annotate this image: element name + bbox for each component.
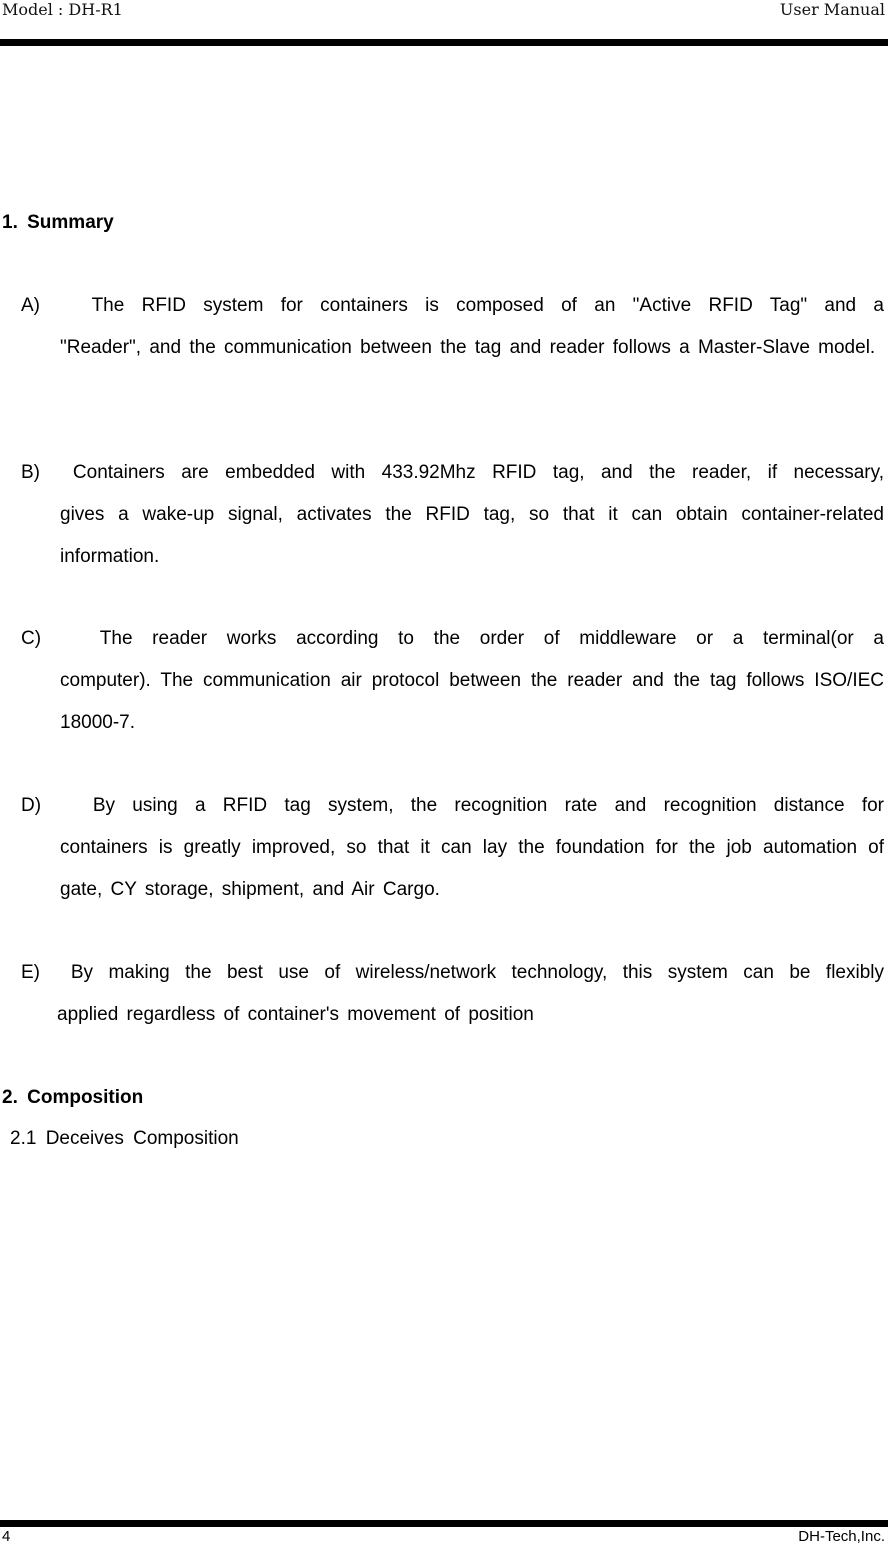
- summary-heading: 1. Summary: [2, 212, 114, 233]
- item-label: B): [21, 462, 40, 483]
- composition-heading: 2. Composition: [2, 1087, 144, 1108]
- summary-item-b: [21, 452, 884, 578]
- item-first-line: The RFID system for containers is composed of an "Active RFID Tag" and a: [91, 295, 884, 316]
- footer-rule: [0, 1520, 888, 1527]
- item-first-line: Containers are embedded with 433.92Mhz RFID tag, and the reader, if necessary,: [72, 462, 885, 483]
- item-label: D): [21, 795, 42, 816]
- header-doc-type: User Manual: [779, 0, 885, 19]
- item-label: C): [21, 628, 42, 649]
- composition-subheading: 2.1 Deceives Composition: [10, 1128, 239, 1149]
- summary-item-d: [21, 785, 884, 911]
- item-label: E): [21, 962, 40, 983]
- item-continuation: "Reader", and the communication between the tag and reader follows a Master-Slave model.: [60, 337, 876, 358]
- summary-item-e: [21, 952, 884, 1036]
- item-first-line: By making the best use of wireless/network technology, this system can be flexibly: [70, 962, 884, 983]
- footer-company: DH-Tech,Inc.: [798, 1528, 885, 1545]
- summary-item-a: [21, 285, 884, 369]
- item-continuation: containers is greatly improved, so that it can lay the foundation for the job automation of gate, CY storage, shipment, and Air Cargo.: [60, 837, 884, 900]
- item-continuation: computer). The communication air protocol between the reader and the tag follows ISO/IEC 18000-7.: [60, 670, 884, 733]
- item-first-line: By using a RFID tag system, the recognition rate and recognition distance for: [92, 795, 884, 816]
- header-rule: [0, 39, 888, 46]
- summary-item-c: [21, 618, 884, 744]
- item-first-line: The reader works according to the order of middleware or a terminal(or a: [99, 628, 884, 649]
- header-model: Model : DH-R1: [2, 0, 123, 19]
- item-label: A): [21, 295, 40, 316]
- page-number: 4: [2, 1528, 11, 1545]
- item-continuation: gives a wake-up signal, activates the RFID tag, so that it can obtain container-related information.: [60, 504, 884, 567]
- item-continuation: applied regardless of container's movement of position: [57, 1004, 534, 1025]
